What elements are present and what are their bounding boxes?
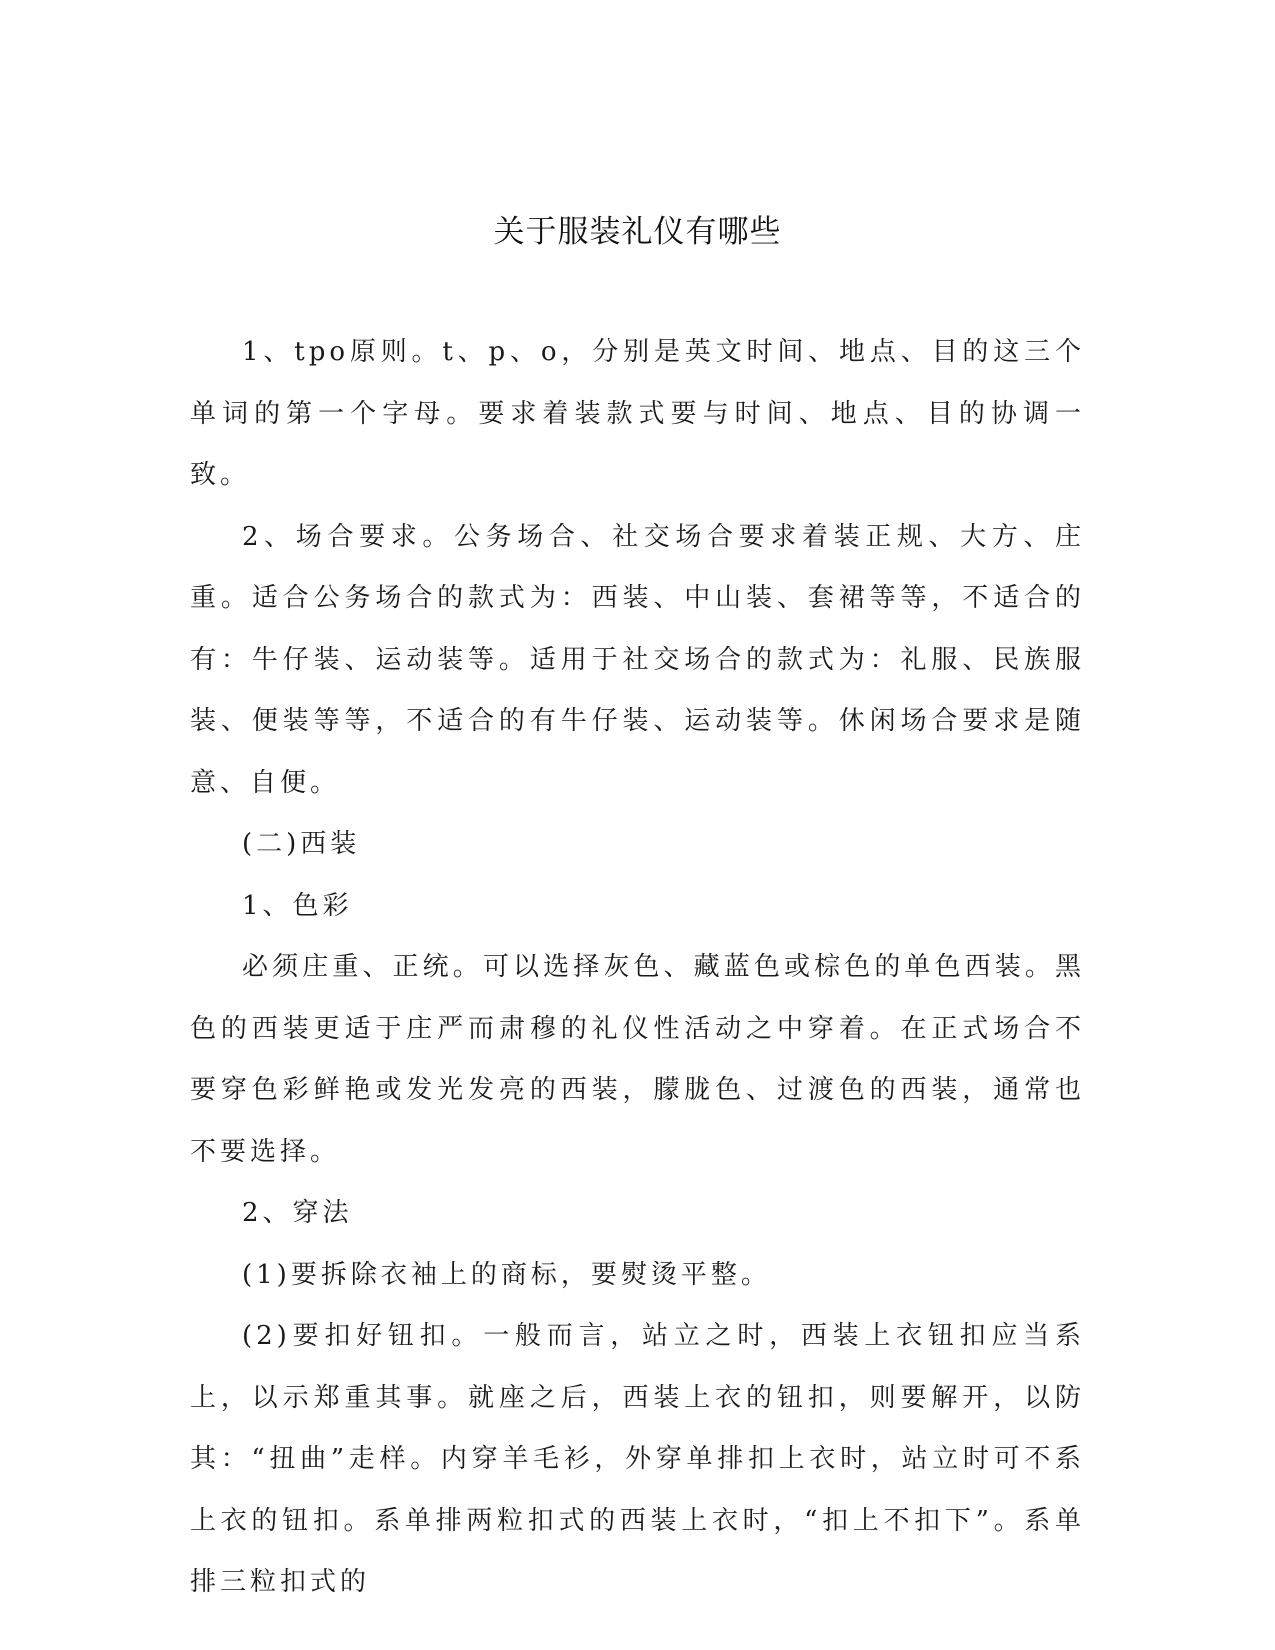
subheading-color: 1、色彩 (242, 890, 353, 921)
subheading-wearing: 2、穿法 (242, 1198, 353, 1228)
paragraph-occasion-requirements: 2、场合要求。公务场合、社交场合要求着装正规、大方、庄重。适合公务场合的款式为：西装、中山装、套裙等等，不适合的有：牛仔装、运动装等。适用于社交场合的款式为：礼服、民族服装、便装等等，不适合的有牛仔装、运动装等。休闲场合要求是随意、自便。 (190, 521, 1085, 798)
document-body (190, 322, 1085, 1614)
paragraph-color: 必须庄重、正统。可以选择灰色、藏蓝色或棕色的单色西装。黑色的西装更适于庄严而肃穆的礼仪性活动之中穿着。在正式场合不要穿色彩鲜艳或发光发亮的西装，朦胧色、过渡色的西装，通常也不要选择。 (190, 952, 1085, 1167)
document-title: 关于服装礼仪有哪些 (493, 214, 782, 250)
paragraph-buttons: (2)要扣好钮扣。一般而言，站立之时，西装上衣钮扣应当系上，以示郑重其事。就座之后，西装上衣的钮扣，则要解开，以防其：“扭曲”走样。内穿羊毛衫，外穿单排扣上衣时，站立时可不系上衣的钮扣。系单排两粒扣式的西装上衣时，“扣上不扣下”。系单排三粒扣式的 (190, 1321, 1085, 1597)
paragraph-remove-labels: (1)要拆除衣袖上的商标，要熨烫平整。 (242, 1259, 771, 1290)
section-heading-suit: (二)西装 (242, 829, 361, 859)
paragraph-tpo-principle: 1、tpo原则。t、p、o，分别是英文时间、地点、目的这三个单词的第一个字母。要求着装款式要与时间、地点、目的协调一致。 (190, 337, 1085, 490)
